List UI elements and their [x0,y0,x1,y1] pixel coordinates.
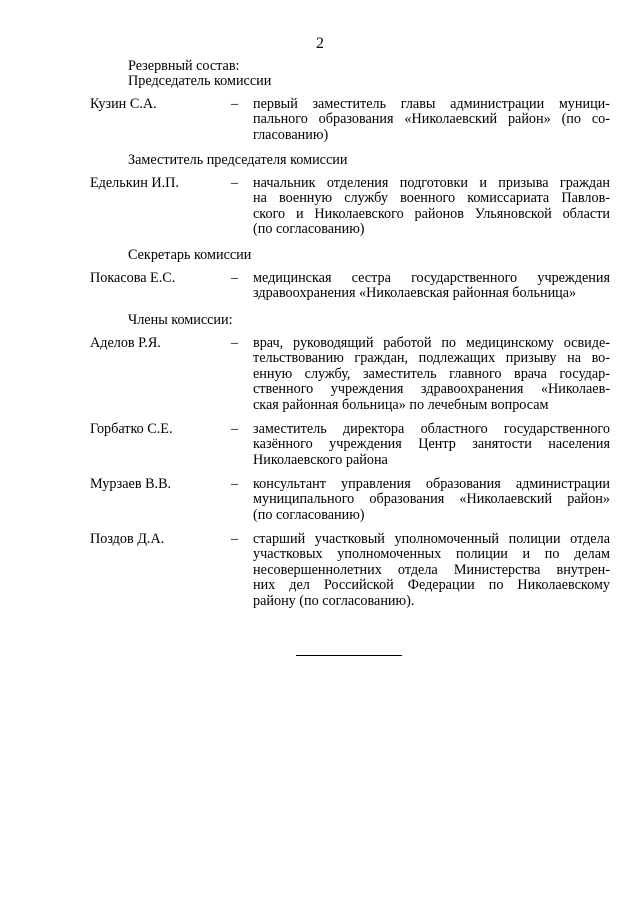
members-heading: Члены комиссии: [128,312,233,328]
description-line: медицинская сестра государственного учреждения [253,270,610,286]
deputy-heading: Заместитель председателя комиссии [128,152,348,168]
member-description [253,336,610,413]
member-name: Поздов Д.А. [90,531,165,547]
description-line: муниципального образования «Николаевский район» [253,491,610,508]
member-description [253,176,610,238]
description-line: казённого учреждения Центр занятости населения [253,436,610,453]
description-line: начальник отделения подготовки и призыва граждан [253,175,610,191]
description-line: (по согласованию) [253,506,365,523]
description-line: Николаевского района [253,451,388,468]
entry-dash: – [231,476,239,492]
description-line: на военную службу военного комиссариата Павлов- [253,190,610,207]
description-line: здравоохранения «Николаевская районная больница» [253,285,577,302]
description-line: заместитель директора областного государственного [253,421,610,437]
reserve-heading: Резервный состав: [128,58,240,74]
description-line: пального образования «Николаевский район» (по со- [253,111,610,128]
description-line: району (по согласованию). [253,592,415,609]
description-line: ственного учреждения здравоохранения «Николаев- [253,381,610,398]
description-line: них дел Российской Федерации по Николаевскому [253,577,610,594]
member-name: Аделов Р.Я. [90,335,161,351]
member-name: Кузин С.А. [90,96,157,112]
entry-dash: – [231,270,239,286]
description-line: ская районная больница» по лечебным вопросам [253,396,549,413]
description-line: тельствованию граждан, подлежащих призыву на во- [253,350,610,367]
description-line: гласованию) [253,126,329,143]
member-name: Еделькин И.П. [90,175,179,191]
description-line: первый заместитель главы администрации муници- [253,96,610,112]
entry-dash: – [231,531,239,547]
entry-dash: – [231,96,239,112]
member-description [253,271,610,302]
description-line: ского и Николаевского районов Ульяновской области [253,205,610,222]
entry-dash: – [231,421,239,437]
member-description [253,422,610,468]
description-line: енную службу, заместитель главного врача государ- [253,365,610,382]
closing-rule [296,655,402,656]
entry-dash: – [231,175,239,191]
chair-heading: Председатель комиссии [128,73,272,89]
description-line: несовершеннолетних отдела Министерства внутрен- [253,561,610,578]
member-name: Покасова Е.С. [90,270,176,286]
description-line: участковых уполномоченных полиции и по делам [253,546,610,563]
secretary-heading: Секретарь комиссии [128,247,252,263]
description-line: врач, руководящий работой по медицинскому освиде- [253,335,610,351]
entry-dash: – [231,335,239,351]
member-description [253,477,610,523]
page-number: 2 [316,35,324,52]
member-name: Горбатко С.Е. [90,421,173,437]
description-line: старший участковый уполномоченный полиции отдела [253,531,610,547]
description-line: консультант управления образования администрации [253,476,610,492]
member-name: Мурзаев В.В. [90,476,172,492]
member-description [253,97,610,143]
member-description [253,532,610,609]
description-line: (по согласованию) [253,221,365,238]
